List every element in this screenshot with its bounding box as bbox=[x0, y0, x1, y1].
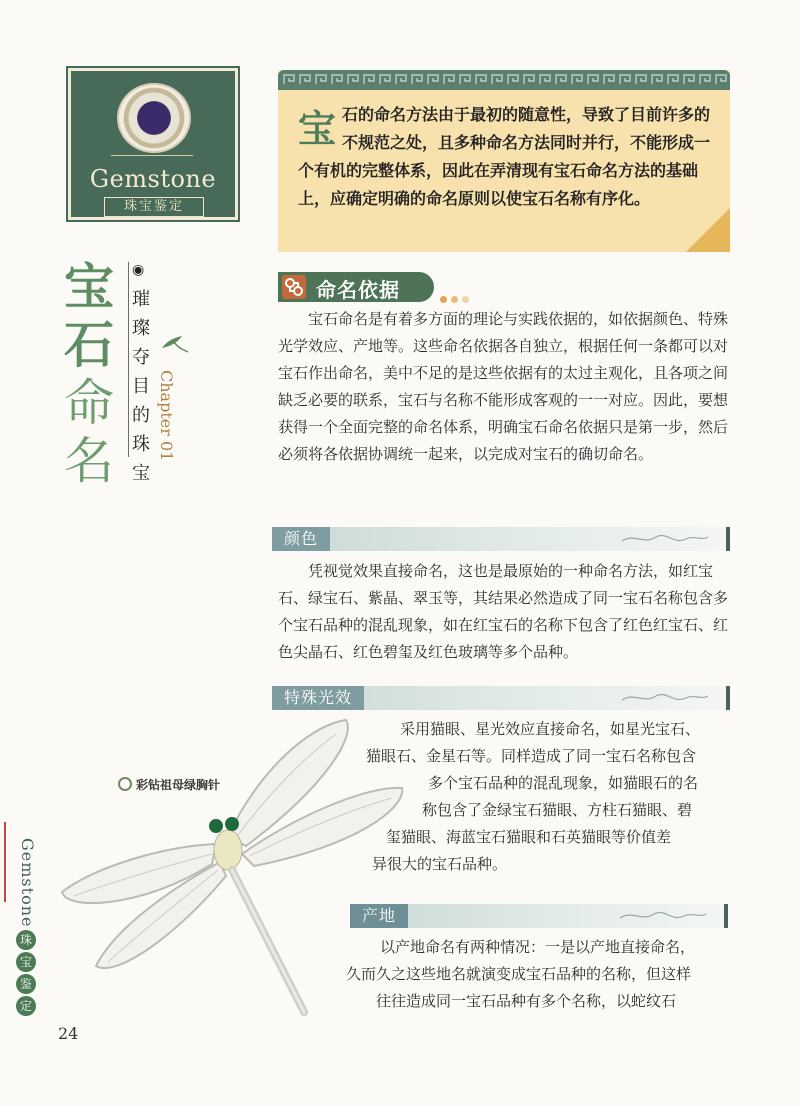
bullet-icon: ◉ bbox=[132, 262, 145, 278]
page-number: 24 bbox=[58, 1024, 79, 1043]
seal-char: 宝 bbox=[16, 952, 36, 972]
subtitle-char: 夺 bbox=[132, 347, 150, 368]
swirl-ornament-icon bbox=[618, 908, 708, 924]
text-line: 以产地命名有两种情况：一是以产地直接命名， bbox=[380, 938, 696, 956]
chapter-title-char: 石 bbox=[64, 315, 114, 374]
subtitle-char: 目 bbox=[132, 376, 150, 397]
chapter-title-char: 名 bbox=[64, 432, 114, 490]
badge-divider bbox=[111, 155, 193, 164]
swirl-ornament-icon bbox=[620, 531, 710, 547]
text-line: 猫眼石、金星石等。同样造成了同一宝石名称包含 bbox=[366, 747, 697, 765]
side-label: Gemstone bbox=[18, 838, 37, 928]
subsection-title: 特殊光效 bbox=[272, 686, 364, 710]
text-line: 异很大的宝石品种。 bbox=[372, 855, 508, 873]
subtitle-char: 璀 bbox=[132, 289, 150, 310]
seal-char: 定 bbox=[16, 996, 36, 1016]
intro-box bbox=[278, 70, 730, 252]
text-line: 称包含了金绿宝石猫眼、方柱石猫眼、碧 bbox=[422, 801, 693, 819]
drop-cap: 宝 bbox=[298, 106, 337, 151]
subsection-header-optic bbox=[272, 686, 730, 710]
badge-subtitle: 珠宝鉴定 bbox=[104, 197, 204, 217]
text-line: 往往造成同一宝石品种有多个名称，以蛇纹石 bbox=[376, 992, 677, 1010]
intro-body: 石的命名方法由于最初的随意性，导致了目前许多的不规范之处，且多种命名方法同时并行，不能形成一个有机的完整体系，因此在弄清现有宝石命名方法的基础上，应确定明确的命名原则以使宝石名称有序化。 bbox=[298, 105, 711, 208]
subsection-header-color bbox=[272, 527, 730, 551]
dragonfly-brooch-image bbox=[56, 716, 416, 1026]
subsection-title: 颜色 bbox=[272, 527, 330, 551]
caption-text: 彩钻祖母绿胸针 bbox=[136, 778, 221, 792]
intro-text bbox=[298, 101, 716, 213]
text-line: 久而久之这些地名就演变成宝石品种的名称，但这样 bbox=[346, 965, 692, 983]
subtitle-char: 璨 bbox=[132, 318, 150, 339]
intro-pattern-band bbox=[278, 70, 730, 90]
seal-char: 珠 bbox=[16, 930, 36, 950]
side-accent-line bbox=[4, 822, 6, 902]
knot-icon bbox=[282, 275, 306, 299]
corner-fold bbox=[686, 208, 730, 252]
caption-bullet-icon bbox=[118, 777, 132, 791]
chapter-title-char: 宝 bbox=[64, 257, 114, 316]
text-line: 玺猫眼、海蓝宝石猫眼和石英猫眼等价值差 bbox=[386, 828, 672, 846]
gemstone-badge bbox=[68, 68, 238, 220]
subtitle-char: 宝 bbox=[132, 463, 150, 484]
gemstone-photo bbox=[117, 83, 191, 153]
section-header bbox=[278, 272, 434, 302]
image-caption bbox=[118, 776, 220, 793]
swirl-ornament-icon bbox=[620, 690, 710, 706]
section-title: 命名依据 bbox=[316, 278, 400, 302]
fret-pattern-icon bbox=[278, 70, 730, 90]
color-body: 凭视觉效果直接命名，这也是最原始的一种命名方法，如红宝石、绿宝石、紫晶、翠玉等，其结果必然造成了同一宝石名称包含多个宝石品种的混乱现象，如在红宝石的名称下包含了红色红宝石、红色尖晶石、红色碧玺及红色玻璃等多个品种。 bbox=[278, 562, 729, 661]
section-body: 宝石命名是有着多方面的理论与实践依据的，如依据颜色、特殊光学效应、产地等。这些命名依据各自独立，根据任何一条都可以对宝石作出命名，美中不足的是这些依据有的太过主观化，且各项之间缺乏必要的联系，宝石与名称不能形成客观的一一对应。因此，要想获得一个全面完整的命名体系，明确宝石命名依据只是第一步，然后必须将各依据协调统一起来，以完成对宝石的确切命名。 bbox=[278, 310, 729, 463]
text-line: 采用猫眼、星光效应直接命名，如星光宝石、 bbox=[400, 720, 701, 738]
chapter-subtitle bbox=[132, 256, 156, 488]
title-divider bbox=[128, 262, 129, 457]
seal-char: 鉴 bbox=[16, 974, 36, 994]
chapter-title-char: 命 bbox=[64, 374, 114, 432]
badge-title: Gemstone bbox=[89, 165, 217, 193]
decorative-dots bbox=[440, 288, 473, 307]
subsection-title: 产地 bbox=[350, 904, 408, 928]
leaf-ornament-icon bbox=[160, 330, 190, 356]
subtitle-char: 珠 bbox=[132, 434, 150, 455]
side-seal bbox=[16, 930, 38, 1018]
subtitle-char: 的 bbox=[132, 405, 150, 426]
text-line: 多个宝石品种的混乱现象，如猫眼石的名 bbox=[428, 774, 699, 792]
chapter-title bbox=[64, 258, 124, 490]
chapter-label: Chapter 01 bbox=[157, 370, 176, 462]
